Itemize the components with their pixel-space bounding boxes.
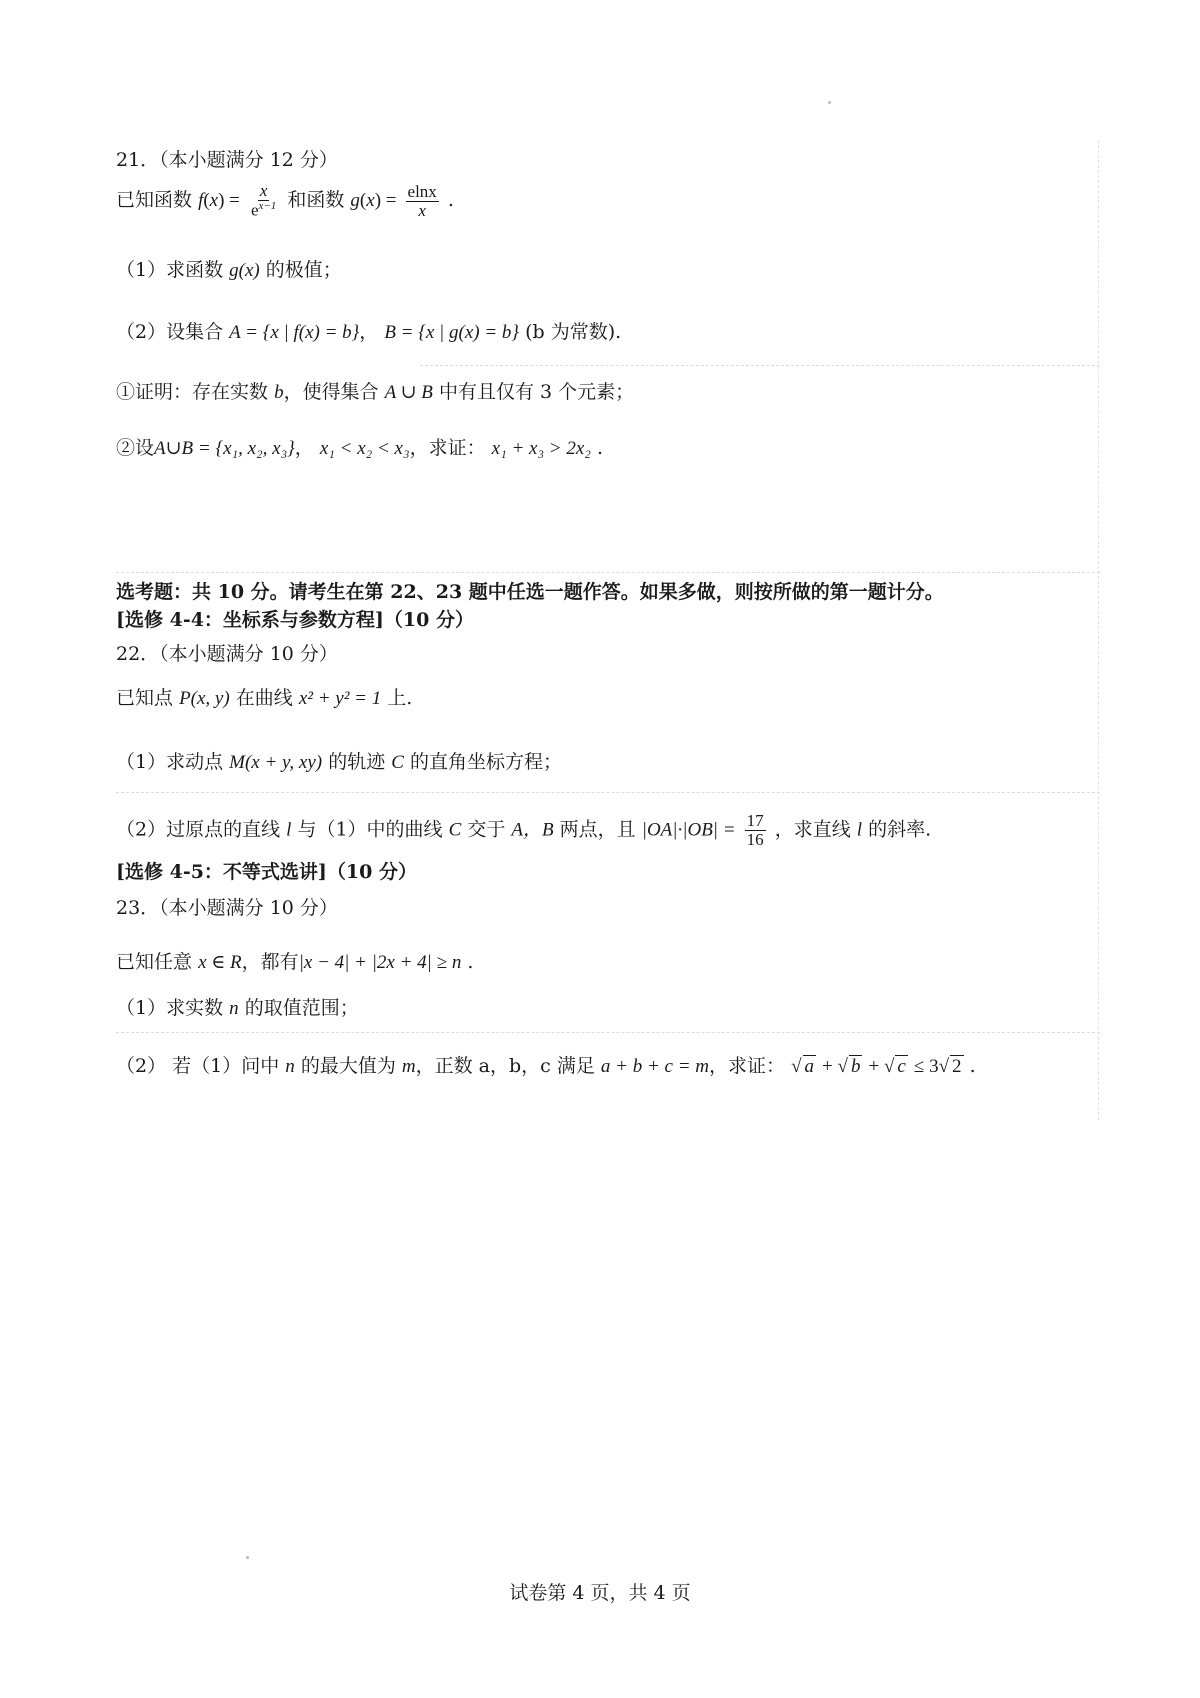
q21-f-numerator: x [259,181,268,200]
q21-header: 21．（本小题满分 12 分） [116,149,338,171]
q23-part2-mid2: ，正数 a，b，c 满足 [415,1055,595,1077]
q21-part2b-mid: ，求证： [409,437,486,459]
q23-part2-condition: a + b + c = m [600,1056,709,1077]
scan-dashed-line [420,365,1100,366]
q22-part2-fraction [745,812,766,849]
q21-part2b-claim: x₁ + x₃ > 2x₂ [491,438,591,459]
q22-fraction-numerator: 17 [746,811,764,830]
q22-header: 22．（本小题满分 10 分） [116,643,338,665]
scan-dot [828,101,831,104]
q23-intro [116,948,473,977]
q23-sqrt-c: c [897,1056,906,1077]
q21-part2a-set: A ∪ B [384,382,433,403]
q22-part2-ab: A，B [511,819,554,841]
q21-set-b: B = {x | g(x) = b} [384,322,520,343]
q21-part1-func: g(x) [229,260,260,281]
q23-sqrt-2: 2 [952,1056,962,1077]
q23-sqrt-sum: √ a + √ b + √ c ≤ 3√ 2 [791,1056,962,1077]
q21-g-fraction [406,183,439,220]
q23-inequality: |x − 4| + |2x + 4| ≥ n [298,952,462,973]
page-footer: 试卷第 4 页，共 4 页 [509,1582,691,1604]
q23-part2 [116,1052,976,1081]
q21-intro: 已知函数 f(x) = $\frac{x}{e^{x-1}}$ 和函数 g(x) = $\frac{elnx}{x}$ . [116,181,454,220]
q23-part2-end: . [969,1055,976,1077]
q22-part2-mid2: 交于 [467,818,506,841]
q21-part2-comma: ， [359,321,379,343]
q22-part2-mid3: 两点，且 [559,818,636,841]
q22-curve: x² + y² = 1 [298,688,382,709]
elective-notice: 选考题：共 10 分。请考生在第 22、23 题中任选一题作答。如果多做，则按所做的第一题计分。 [116,581,944,603]
q21-part1-rest: 的极值； [265,259,342,281]
scan-dashed-line [116,1032,1100,1033]
q21-part1 [116,256,342,285]
q21-part2-rest: (b 为常数). [525,321,622,343]
q23-intro-pre: 已知任意 [116,951,193,973]
q21-end: . [447,189,454,212]
q23-header: 23．（本小题满分 10 分） [116,897,338,919]
q21-mid-text: 和函数 [287,189,345,212]
q23-part1-n: n [229,998,239,1019]
q21-part2-label: （2）设集合 [116,321,224,343]
q22-part1-rest: 的直角坐标方程； [409,751,562,773]
q23-sqrt-b: b [850,1056,861,1077]
q22-fraction-denominator: 16 [746,829,764,849]
scan-dot [246,1556,249,1559]
q23-part2-mid3: ，求证： [709,1055,786,1077]
q23-sqrt-a: a [804,1056,814,1077]
q22-intro-pre: 已知点 [116,687,174,709]
q22-part2-expr: |OA|·|OB| = [641,819,736,841]
q21-part2b-set: A∪B = {x₁, x₂, x₃} [154,438,295,459]
q21-f-den-base: e [250,200,259,220]
q23-part2-m: m [401,1056,416,1077]
q21-part2a-mid: ，使得集合 [283,381,379,403]
q23-part1 [116,994,359,1023]
q22-part1-c: C [391,752,404,773]
q22-part2-pre: （2）过原点的直线 [116,818,281,841]
q21-part2a-b: b [274,382,284,403]
q23-rhs: ≤ 3 [913,1056,939,1077]
scan-dashed-line [116,572,1100,573]
q22-part1 [116,748,562,777]
q23-part2-mid1: 的最大值为 [300,1055,396,1077]
q22-intro [116,684,412,713]
q21-part2a-rest: 中有且仅有 3 个元素； [438,381,635,403]
q22-part1-point: M(x + y, xy) [229,752,323,773]
q23-part2-n: n [285,1056,295,1077]
q21-part2 [116,318,621,347]
q23-intro-mid: ，都有 [241,951,299,973]
q21-part2a [116,378,634,407]
q23-intro-end: . [467,951,474,973]
scan-dashed-line [116,792,1100,793]
q21-g-numerator: elnx [407,181,437,201]
q21-g-name: g [350,190,360,212]
section-4-5-heading: [选修 4-5：不等式选讲]（10 分） [116,861,417,883]
q21-part1-label: （1）求函数 [116,259,224,281]
q22-part2-c: C [448,819,462,841]
q21-intro-text: 已知函数 [116,189,193,212]
q22-part2 [116,812,931,849]
q21-set-a: A = {x | f(x) = b} [229,322,360,343]
q22-part2-mid1: 与（1）中的曲线 [297,818,443,841]
q21-part2b: ②设A∪B = {x₁, x₂, x₃}， x₁ < x₂ < x₃，求证： x₁ + x₃ > 2x₂ . [116,437,604,459]
q22-part1-mid: 的轨迹 [328,751,386,773]
q22-point: P(x, y) [179,688,230,709]
q21-f-den-exp: x−1 [258,199,277,212]
q23-part2-pre: （2） 若（1）问中 [116,1055,280,1077]
q21-f-fraction [249,182,278,220]
q22-part2-mid4: ，求直线 [774,818,851,841]
q22-part2-l: l [286,819,292,841]
q23-domain: x ∈ R [198,952,242,973]
section-4-4-heading: [选修 4-4：坐标系与参数方程]（10 分） [116,609,474,631]
q21-g-denominator: x [418,200,426,220]
q21-part2a-pre: ①证明：存在实数 [116,381,269,403]
q21-f-name: f [198,190,204,212]
q22-part2-l2: l [856,819,863,841]
q21-part2b-pre: ②设 [116,437,155,459]
q22-intro-end: 上. [387,687,413,709]
q22-part1-pre: （1）求动点 [116,751,224,773]
q22-intro-mid: 在曲线 [235,687,293,709]
scan-dashed-line [1098,140,1099,1120]
q22-part2-rest: 的斜率. [868,818,932,841]
q21-part2b-order: x₁ < x₂ < x₃ [319,438,410,459]
q23-part1-rest: 的取值范围； [244,997,359,1019]
q23-part1-pre: （1）求实数 [116,997,224,1019]
